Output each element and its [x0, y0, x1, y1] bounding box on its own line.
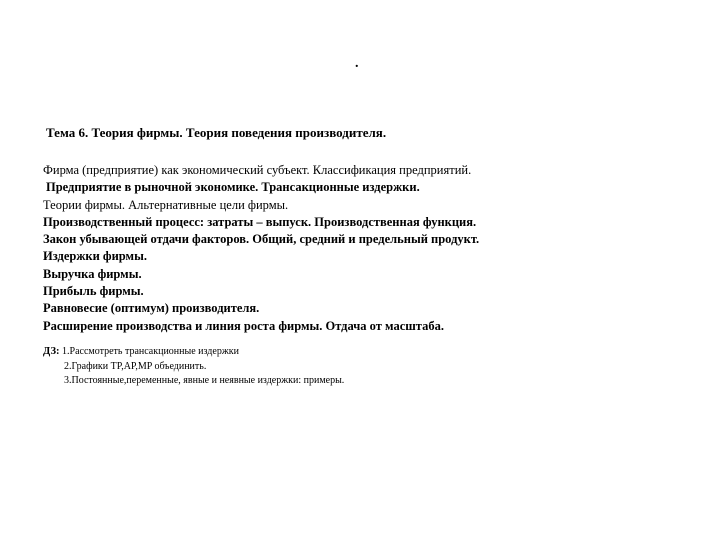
- homework-item: 1.Рассмотреть трансакционные издержки: [62, 346, 239, 357]
- homework-row: [43, 345, 344, 360]
- slide-title: Тема 6. Теория фирмы. Теория поведения производителя.: [46, 125, 387, 140]
- topic-item: Расширение производства и линия роста фирмы. Отдача от масштаба.: [43, 318, 444, 333]
- topic-item: Производственный процесс: затраты – выпуск. Производственная функция.: [43, 214, 477, 229]
- homework-item: 3.Постоянные,переменные, явные и неявные издержки: примеры.: [64, 375, 345, 386]
- homework-label: ДЗ:: [43, 346, 60, 357]
- topic-item: Равновесие (оптимум) производителя.: [43, 301, 260, 316]
- topic-item: Предприятие в рыночной экономике. Трансакционные издержки.: [46, 180, 420, 195]
- topic-item: Закон убывающей отдачи факторов. Общий, средний и предельный продукт.: [43, 232, 480, 247]
- slide-marker-dot: .: [355, 56, 359, 71]
- topic-item: Теории фирмы. Альтернативные цели фирмы.: [43, 197, 289, 212]
- topic-item: Прибыль фирмы.: [43, 284, 144, 299]
- homework-block: [43, 345, 344, 389]
- topic-item: Издержки фирмы.: [43, 249, 147, 264]
- homework-item: 2.Графики TP,AP,MP объединить.: [64, 360, 207, 372]
- topic-item: Выручка фирмы.: [43, 266, 142, 281]
- topic-item: Фирма (предприятие) как экономический субъект. Классификация предприятий.: [43, 163, 472, 177]
- topic-list: [43, 162, 479, 335]
